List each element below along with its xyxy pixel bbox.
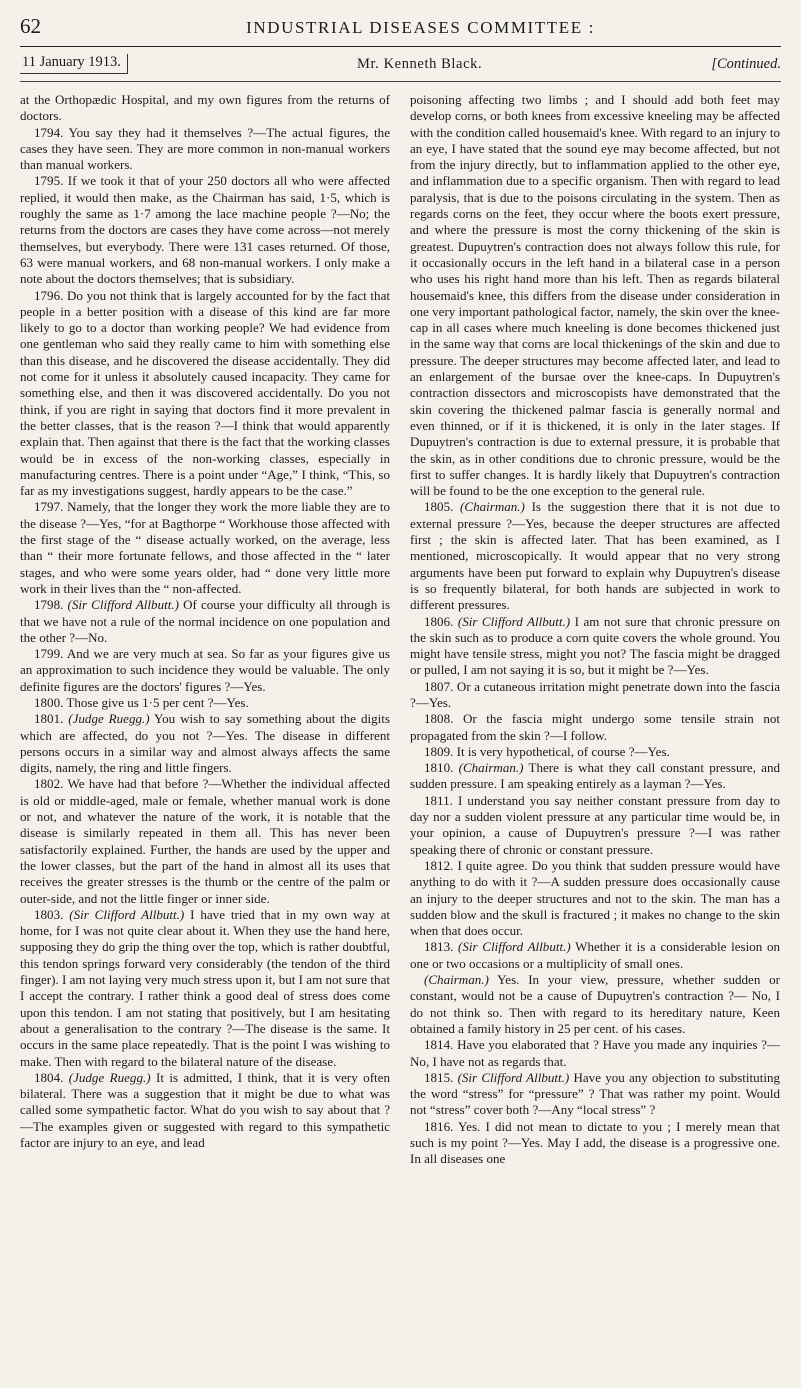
paragraph <box>20 499 390 597</box>
question-number: 1802. <box>34 776 64 792</box>
question-number: 1803. <box>34 906 64 922</box>
paragraph-text: Or a cutaneous irritation might penetrate down into the fascia ?—Yes. <box>410 678 780 710</box>
speaker-name: (Sir Clifford Allbutt.) <box>458 939 571 955</box>
paragraph-text: You wish to say something about the digits which are affected, do you not ?—Yes. The disease in different persons occurs in a similar way and almost always affects the same digits, namely, the ring and little fingers. <box>20 711 390 776</box>
paragraph-text: Those give us 1·5 per cent ?—Yes. <box>66 694 249 710</box>
text-columns <box>20 92 781 1168</box>
paragraph <box>410 793 780 858</box>
paragraph-text: I have tried that in my own way at home, for I was not quite clear about it. When they use the hand here, supposing they do grip the thing over the top, which is rather doubtful, this tendon springs forward very considerably (the tendon of the third finger). I am not laying very much stress upon it, but I am not sure that I accept the contrary. I rather think a good deal of stress does come upon this tendon. I am not stating that positively, but I am hesitating about a generalisation to the contrary ?—The disease is the same. It occurs in the same place repeatedly. That is the point I was wishing to make. Then with regard to the bilateral nature of the disease. <box>20 906 391 1069</box>
left-column <box>20 92 390 1168</box>
paragraph-text: It is admitted, I think, that it is very often bilateral. There was a suggestion that it might be due to what was called some sympathetic factor. What do you wish to say about that ?—The examples given or suggested with regard to this sympathetic factor are injury to an eye, and lead <box>20 1069 390 1150</box>
paragraph-text: Is the suggestion there that it is not due to external pressure ?—Yes, because the deeper structures are affected first ; the skin is affected later. That has been examined, as I mentioned, microscopically. It would appear that no very strong arguments have been put forward to explain why Dupuytren's disease is so frequently bilateral, for both hands are subjected in work to different pressures. <box>410 499 780 613</box>
speaker-name: (Sir Clifford Allbutt.) <box>457 613 571 629</box>
paragraph-text: We have had that before ?—Whether the individual affected is old or middle-aged, male or female, whether manual work is done or not, and whatever the nature of the work, it is notable that the disease is similarly repeated in them all. This has never been satisfactorily explained. Further, the hands are used by the upper and the lower classes, but the part of the hand in almost all its uses that receives the greater stresses is the thumb or the centre of the palm or outer-side, and not the little finger or inner side. <box>20 776 390 906</box>
paragraph-text: I am not sure that chronic pressure on the skin such as to produce a corn quite covers the whole ground. You might have tensile stress, might you not? The fascia might be dragged or pulled, I am not saying it is so, but it might be ?—Yes. <box>410 613 781 678</box>
paragraph <box>20 646 390 695</box>
continued-label: [Continued. <box>711 55 781 72</box>
paragraph <box>410 499 780 613</box>
paragraph-text: Of course your difficulty all through is that we have not a rule of the normal incidence on one population and the other ?—No. <box>20 597 391 645</box>
question-number: 1813. <box>424 939 454 955</box>
question-number: 1816. <box>424 1118 454 1134</box>
speaker-name: (Sir Clifford Allbutt.) <box>457 1069 570 1085</box>
paragraph <box>20 695 390 711</box>
question-number: 1811. <box>424 792 453 808</box>
paragraph <box>20 597 390 646</box>
question-number: 1801. <box>34 711 64 727</box>
paragraph <box>410 92 780 499</box>
question-number: 1807. <box>424 678 454 694</box>
speaker-name: (Judge Ruegg.) <box>68 1069 151 1085</box>
speaker-name: (Judge Ruegg.) <box>68 711 150 727</box>
question-number: 1810. <box>424 760 454 776</box>
question-number: 1804. <box>34 1069 64 1085</box>
speaker-name: (Chairman.) <box>424 972 489 988</box>
question-number: 1809. <box>424 743 454 759</box>
paragraph <box>410 1119 780 1168</box>
paragraph-text: And we are very much at sea. So far as your figures give us an approximation to such incidence they would be valuable. The only definite figures are the doctors' figures ?—Yes. <box>20 646 390 694</box>
paragraph <box>20 288 390 500</box>
question-number: 1806. <box>424 613 454 629</box>
paragraph-text: I understand you say neither constant pressure from day to day nor a sudden violent pressure at any particular time would be, in your opinion, a cause of Dupuytren's pressure ?—I was rather speaking there of chronic or constant pressure. <box>410 792 780 857</box>
question-number: 1797. <box>34 499 64 515</box>
paragraph-text: Or the fascia might undergo some tensile strain not propagated from the skin ?—I follow. <box>410 711 780 743</box>
question-number: 1808. <box>424 711 454 727</box>
question-number: 1795. <box>34 173 64 189</box>
paragraph-text: If we took it that of your 250 doctors all who were affected replied, it would then make, as the Chairman has said, 1·5, which is roughly the same as 1·7 among the lace machine people ?—No; the returns from the doctors are cases they have come across—not merely themselves, but everybody. There were 131 cases returned. Of those, 63 were manual workers, and 68 non-manual workers. I only make a note about the doctors themselves; that is subsidiary. <box>20 173 391 287</box>
header-rule <box>20 46 781 47</box>
paragraph-text: Namely, that the longer they work the more liable they are to the disease ?—Yes, “for at Bagthorpe “ Workhouse those affected with the first stage of the “ disease actually worked, on the average, less than “ their more fortunate fellows, and those affected in the “ later stages, and who were some years older, had “ done very little more work in their lives than the “ non-affected. <box>20 499 391 596</box>
question-number: 1798. <box>34 597 64 613</box>
paragraph-text: There is what they call constant pressure, and sudden pressure. I am speaking entirely as a layman ?—Yes. <box>410 760 781 792</box>
speaker-name: (Sir Clifford Allbutt.) <box>69 906 185 922</box>
paragraph <box>20 907 390 1070</box>
sub-header <box>20 51 781 77</box>
paragraph <box>20 125 390 174</box>
paragraph <box>410 760 780 793</box>
question-number: 1812. <box>424 857 454 873</box>
page-number: 62 <box>20 14 41 38</box>
paragraph-text: I quite agree. Do you think that sudden pressure would have anything to do with it ?—A sudden pressure does occasionally cause an injury to the deeper structures and not to the skin. The man has a sudden blow and the skull is fractured ; it makes no change to the skin when that does occur. <box>410 857 780 939</box>
paragraph-text: Have you elaborated that ? Have you made any inquiries ?—No, I have not as regards that. <box>410 1037 780 1069</box>
paragraph <box>410 679 780 712</box>
paragraph-text: Do you not think that is largely accounted for by the fact that people in a better position with a disease of this kind are far more likely to go to a doctor than working people? We had evidence from one gentleman who said they really came to him with something else than this disease, and he discovered the disease accidentally. They did not come for it unless it absolutely caused incapacity. They came for something else, and then it was discovered accidentally. Do you not think, if you are right in saying that doctors find it more prevalent in the better classes, that is the reason ?—I think that would apparently explain that. Then against that there is the fact that the working classes would be in excess of the non-working classes, especially in manufacturing centres. There is a point under “Age,” I think, “This, so far as my investigations suggest, hardly appears to be the case.” <box>20 287 390 499</box>
hearing-date: 11 January 1913. <box>20 54 128 74</box>
question-number: 1805. <box>424 499 454 515</box>
paragraph-text: You say they had it themselves ?—The actual figures, the cases they have seen. They are more common in non-manual workers than manual workers. <box>20 124 390 173</box>
paragraph <box>410 1037 780 1070</box>
question-number: 1799. <box>34 646 64 662</box>
paragraph <box>20 1070 390 1151</box>
paragraph-text: It is very hypothetical, of course ?—Yes. <box>456 743 670 759</box>
page-header <box>20 14 781 44</box>
paragraph-text: Yes. In your view, pressure, whether sudden or constant, would not be a cause of Dupuytren's contraction ?— No, I do not think so. Then with regard to its hereditary nature, Keen obtained a family history in 25 per cent. of his cases. <box>410 972 780 1036</box>
question-number: 1794. <box>34 124 64 140</box>
sub-header-rule <box>20 81 781 82</box>
paragraph-text: Have you any objection to substituting the word “stress” for “pressure” ? That was rather my point. Would not “stress” cover both ?—Any “local stress” ? <box>410 1069 780 1118</box>
right-column <box>410 92 780 1168</box>
paragraph <box>20 173 390 287</box>
paragraph <box>410 858 780 939</box>
paragraph-text: poisoning affecting two limbs ; and I should add both feet may develop corns, or both knees from excessive kneeling may be affected with the condition called housemaid's knee. With regard to an injury to an eye, I have stated that the sound eye may become affected, but not from the injury directly, but to inflammation applied to the other eye, and inflammation due to a specific organism. Then with regard to lead paralysis, that is due to the poisons circulating in the system. Then as regards corns on the feet, they occur where the boots exert pressure, and where the pressure is most the corny thickening of the skin is greatest. Dupuytren's contraction does not always follow this rule, for it occasionally occurs in the left hand in a bilateral case in a person who uses his right hand more than his left. Then as regards bilateral housemaid's knee, this differs from the disease under consideration in one very important pathological factor, namely, the skin over the knee-cap in all cases where much kneeling is done becomes thickened just in the same way that corns are local thickenings of the skin and due to pressure. The deeper structures may become affected later, and lead to an enlargement of the bursae over the knee-caps. In Dupuytren's contraction dissectors and microscopists have demonstrated that the skin covering the thickened palmar fascia is generally normal and even thinned, or if it is thickened, it is only in the later stages. If Dupuytren's contraction is due to external pressure, it is probable that the skin, as in other conditions due to chronic pressure, would be the first to suffer changes. It is hardly likely that Dupuytren's contraction will be found to be the one exception to the general rule. <box>410 92 780 499</box>
question-number: 1814. <box>424 1037 454 1053</box>
paragraph <box>410 711 780 744</box>
speaker-name: (Chairman.) <box>458 760 524 776</box>
running-title: INDUSTRIAL DISEASES COMMITTEE : <box>246 18 595 37</box>
paragraph-text: Yes. I did not mean to dictate to you ; I merely mean that such is my point ?—Yes. May I add, the disease is a progressive one. In all diseases one <box>410 1118 780 1167</box>
paragraph <box>410 744 780 760</box>
paragraph <box>410 614 780 679</box>
paragraph <box>20 92 390 125</box>
speaker-name: (Sir Clifford Allbutt.) <box>67 597 179 613</box>
witness-name: Mr. Kenneth Black. <box>357 55 483 72</box>
question-number: 1800. <box>34 694 64 710</box>
paragraph <box>20 711 390 776</box>
paragraph <box>410 939 780 972</box>
paragraph-text: at the Orthopædic Hospital, and my own figures from the returns of doctors. <box>20 92 390 124</box>
paragraph <box>410 1070 780 1119</box>
speaker-name: (Chairman.) <box>460 499 525 515</box>
question-number: 1796. <box>34 287 64 303</box>
question-number: 1815. <box>424 1069 454 1085</box>
paragraph <box>20 776 390 906</box>
paragraph-text: Whether it is a considerable lesion on one or two occasions or a multiplicity of small ones. <box>410 939 781 971</box>
paragraph <box>410 972 780 1037</box>
